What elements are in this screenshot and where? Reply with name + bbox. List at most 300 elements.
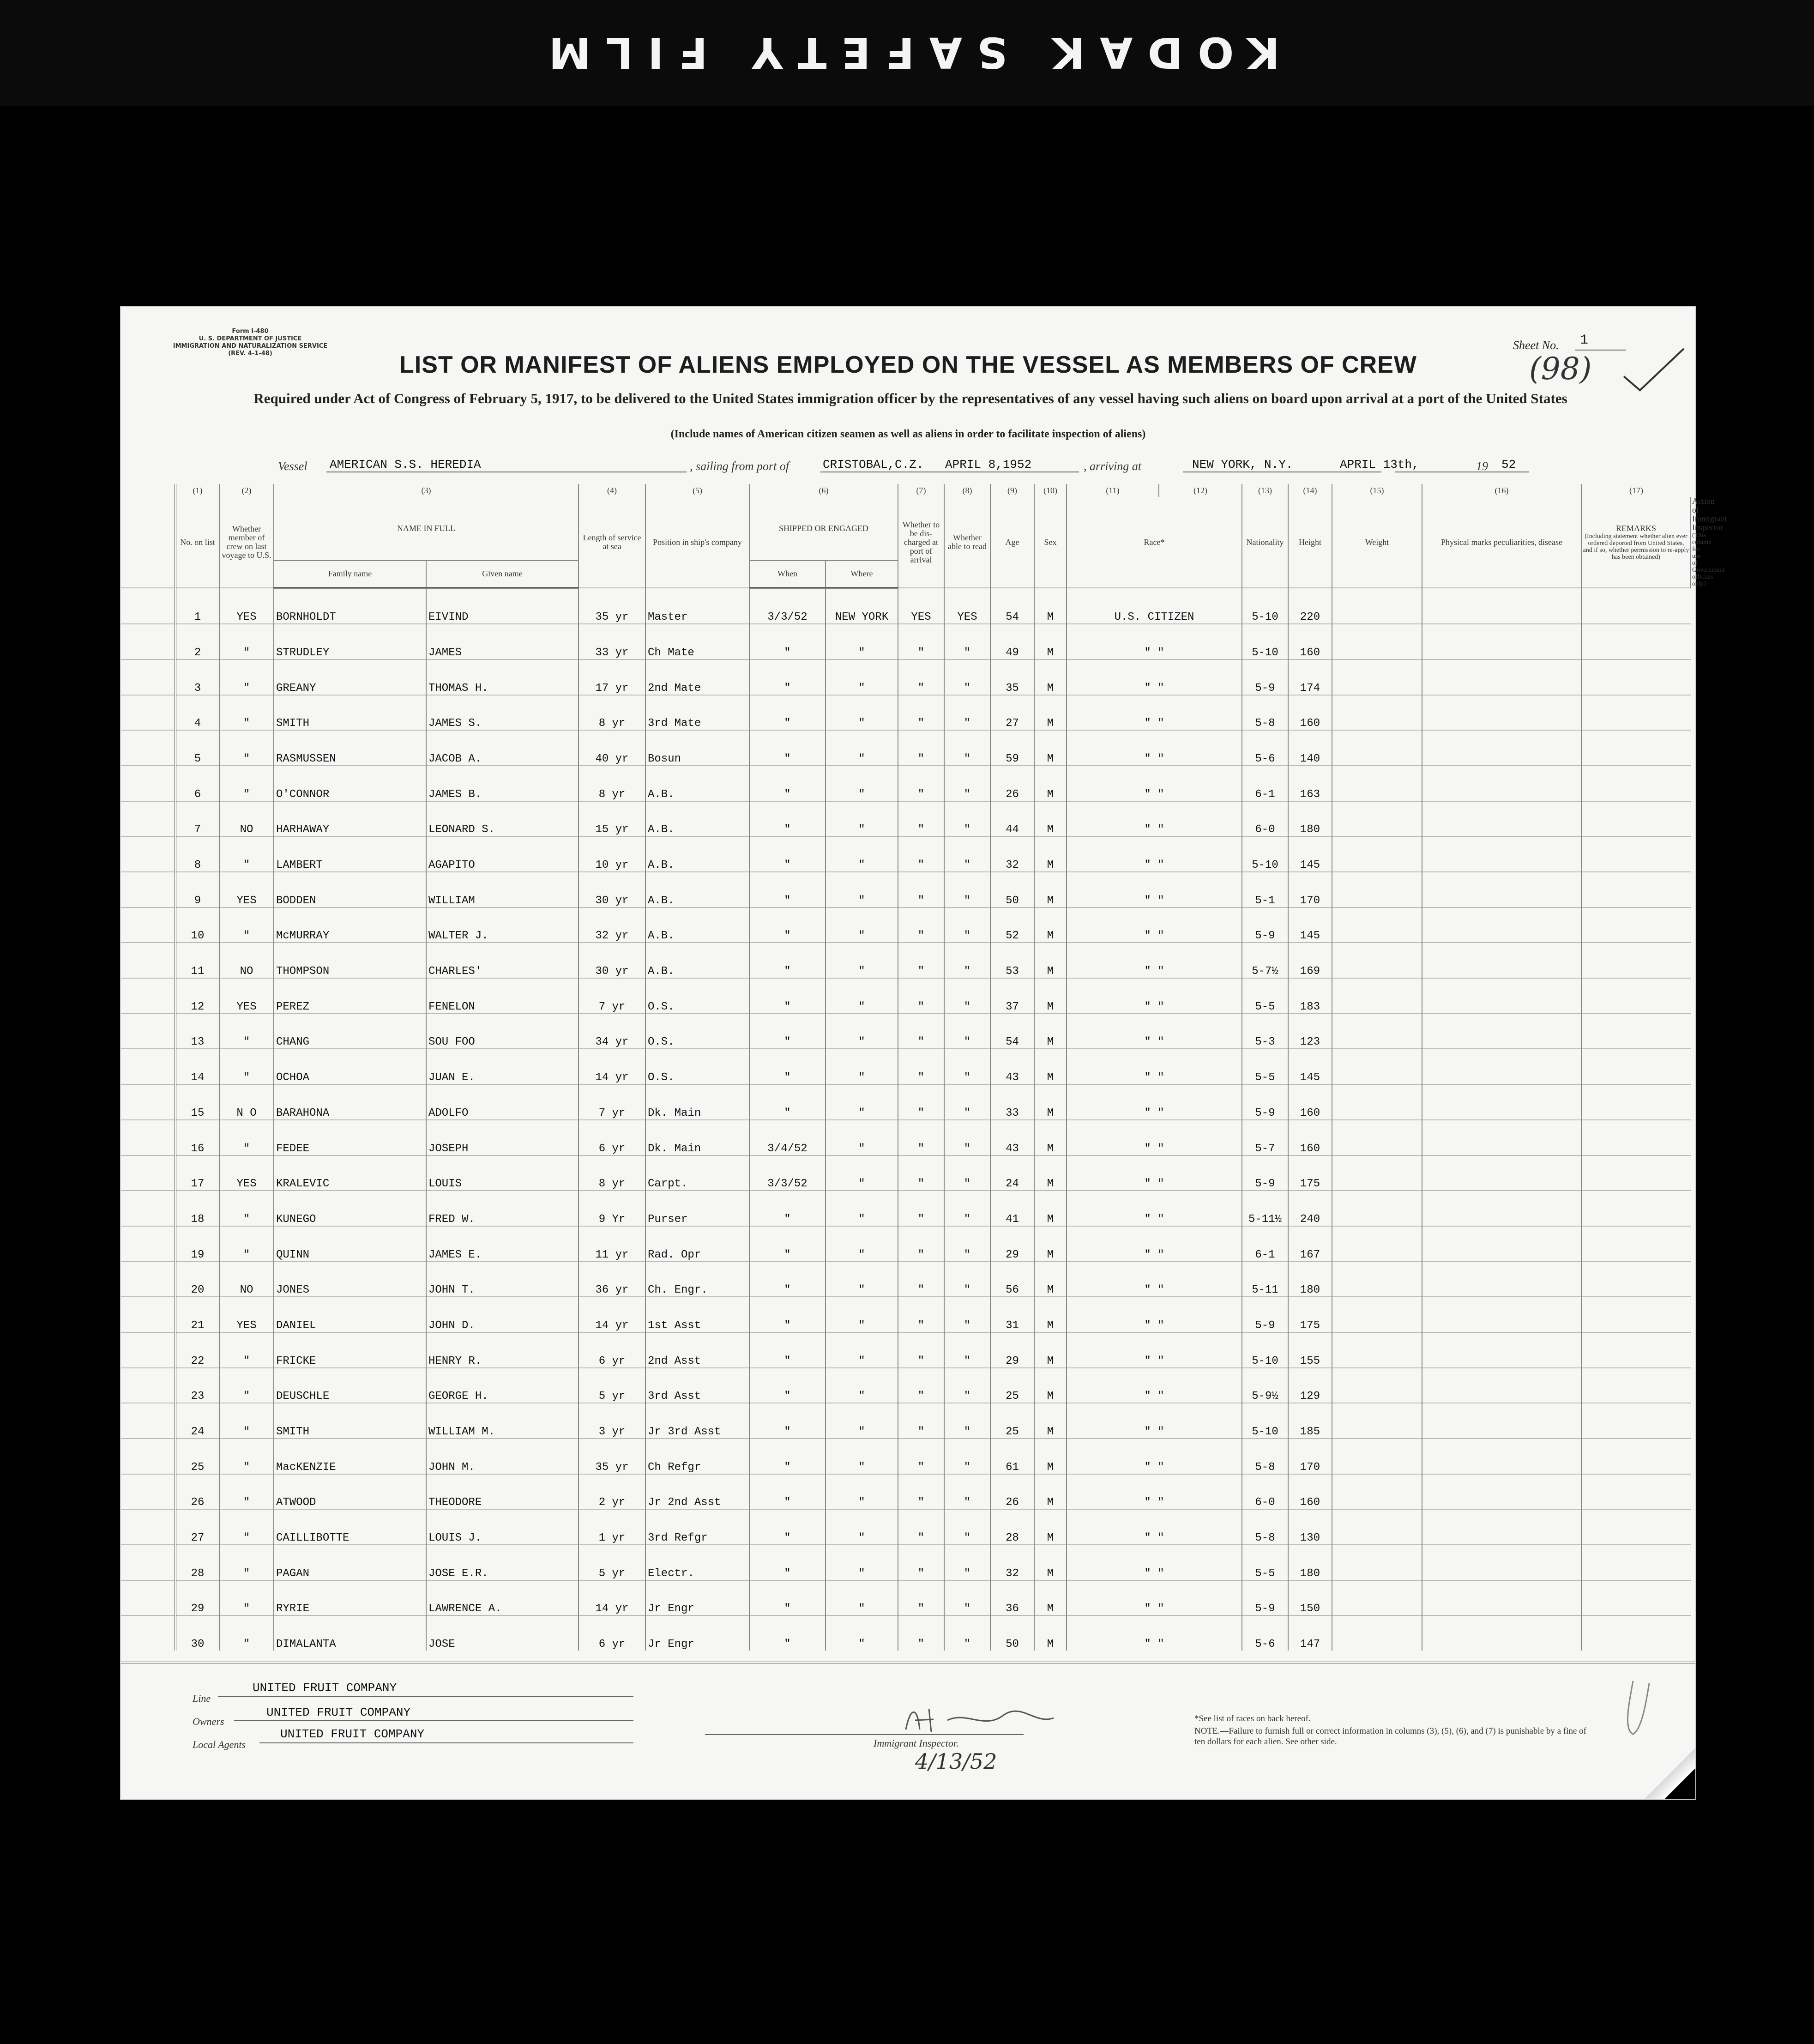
race-cell: " " — [1067, 730, 1242, 766]
service-cell: 6 yr — [579, 1120, 645, 1155]
able-to-read-cell: " — [944, 1615, 990, 1651]
shipped-when-cell: " — [749, 695, 826, 731]
physical-marks-cell — [1332, 1509, 1422, 1545]
service-cell: 9 Yr — [579, 1191, 645, 1226]
margin-cell — [121, 1439, 175, 1474]
height-cell: 5-9½ — [1242, 1368, 1288, 1403]
sex-cell: M — [1034, 1509, 1067, 1545]
height-cell: 5-8 — [1242, 1509, 1288, 1545]
given-name-cell: JUAN E. — [426, 1049, 579, 1084]
col-header-when: When — [749, 561, 826, 588]
table-row — [121, 1049, 1695, 1084]
shipped-where-cell: " — [826, 1226, 898, 1262]
form-department: U. S. DEPARTMENT OF JUSTICE — [199, 335, 302, 342]
arriving-label: , arriving at — [1084, 460, 1141, 473]
col-number-9: (9) — [990, 484, 1034, 497]
inspector-action-cell — [1581, 1191, 1691, 1226]
margin-cell — [121, 1368, 175, 1403]
age-cell: 50 — [990, 872, 1034, 907]
last-voyage-cell: " — [219, 1120, 274, 1155]
row-number: 29 — [175, 1580, 219, 1616]
age-cell: 44 — [990, 801, 1034, 837]
age-cell: 41 — [990, 1191, 1034, 1226]
given-name-cell: JOHN T. — [426, 1262, 579, 1297]
discharged-cell: " — [898, 943, 944, 978]
col-header-read: Whether able to read — [944, 497, 990, 588]
family-name-cell: McMURRAY — [274, 907, 426, 943]
discharged-cell: " — [898, 1474, 944, 1510]
height-cell: 5-10 — [1242, 588, 1288, 624]
inspector-action-cell — [1581, 766, 1691, 801]
last-voyage-cell: " — [219, 1474, 274, 1510]
table-row — [121, 836, 1695, 872]
race-cell: " " — [1067, 1155, 1242, 1191]
given-name-cell: CHARLES' — [426, 943, 579, 978]
row-number: 24 — [175, 1403, 219, 1439]
inspector-action-cell — [1581, 907, 1691, 943]
remarks-cell — [1422, 659, 1581, 695]
inspector-action-note: (This column for use of Government officials only) — [1692, 532, 1724, 587]
discharged-cell: " — [898, 730, 944, 766]
last-voyage-cell: " — [219, 695, 274, 731]
remarks-cell — [1422, 1474, 1581, 1510]
physical-marks-cell — [1332, 1368, 1422, 1403]
row-number: 26 — [175, 1474, 219, 1510]
margin-cell — [121, 1545, 175, 1580]
position-cell: 1st Asst — [645, 1297, 749, 1332]
weight-cell: 140 — [1288, 730, 1332, 766]
physical-marks-cell — [1332, 1474, 1422, 1510]
local-agents-underline — [259, 1742, 633, 1743]
table-row — [121, 907, 1695, 943]
position-cell: O.S. — [645, 1049, 749, 1084]
shipped-when-cell: " — [749, 801, 826, 837]
race-cell: " " — [1067, 1262, 1242, 1297]
last-voyage-cell: " — [219, 1191, 274, 1226]
position-cell: Carpt. — [645, 1155, 749, 1191]
given-name-cell: JAMES E. — [426, 1226, 579, 1262]
sex-cell: M — [1034, 1191, 1067, 1226]
race-cell: " " — [1067, 624, 1242, 659]
position-cell: 3rd Mate — [645, 695, 749, 731]
able-to-read-cell: " — [944, 695, 990, 731]
last-voyage-cell: " — [219, 1545, 274, 1580]
discharged-cell: " — [898, 1545, 944, 1580]
age-cell: 49 — [990, 624, 1034, 659]
inspector-action-cell — [1581, 1014, 1691, 1049]
shipped-when-cell: 3/4/52 — [749, 1120, 826, 1155]
race-cell: " " — [1067, 801, 1242, 837]
position-cell: Ch. Engr. — [645, 1262, 749, 1297]
remarks-cell — [1422, 1509, 1581, 1545]
page-corner-curl — [1645, 1748, 1695, 1799]
form-revision: (REV. 4-1-48) — [228, 350, 272, 357]
col-header-shipped: SHIPPED OR ENGAGED — [749, 497, 898, 561]
weight-cell: 170 — [1288, 872, 1332, 907]
weight-cell: 175 — [1288, 1297, 1332, 1332]
height-cell: 5-10 — [1242, 1403, 1288, 1439]
able-to-read-cell: " — [944, 624, 990, 659]
inspector-action-cell — [1581, 1545, 1691, 1580]
inspector-action-cell — [1581, 588, 1691, 624]
weight-cell: 123 — [1288, 1014, 1332, 1049]
row-number: 15 — [175, 1084, 219, 1120]
age-cell: 27 — [990, 695, 1034, 731]
position-cell: Jr Engr — [645, 1615, 749, 1651]
sex-cell: M — [1034, 1474, 1067, 1510]
position-cell: Jr 2nd Asst — [645, 1474, 749, 1510]
last-voyage-cell: " — [219, 1332, 274, 1368]
shipped-where-cell: " — [826, 1439, 898, 1474]
physical-marks-cell — [1332, 1545, 1422, 1580]
table-row — [121, 659, 1695, 695]
weight-cell: 160 — [1288, 624, 1332, 659]
margin-cell — [121, 943, 175, 978]
sex-cell: M — [1034, 1297, 1067, 1332]
sailing-port: CRISTOBAL,C.Z. — [823, 458, 924, 472]
shipped-where-cell: " — [826, 1191, 898, 1226]
family-name-cell: THOMPSON — [274, 943, 426, 978]
service-cell: 11 yr — [579, 1226, 645, 1262]
service-cell: 7 yr — [579, 978, 645, 1014]
age-cell: 43 — [990, 1120, 1034, 1155]
able-to-read-cell: " — [944, 1191, 990, 1226]
age-cell: 31 — [990, 1297, 1034, 1332]
row-number: 8 — [175, 836, 219, 872]
sex-cell: M — [1034, 1403, 1067, 1439]
row-number: 23 — [175, 1368, 219, 1403]
table-row — [121, 1226, 1695, 1262]
height-cell: 5-9 — [1242, 659, 1288, 695]
able-to-read-cell: " — [944, 1332, 990, 1368]
inspector-label: Immigrant Inspector. — [874, 1737, 959, 1749]
inspector-action-cell — [1581, 1262, 1691, 1297]
able-to-read-cell: " — [944, 766, 990, 801]
remarks-cell — [1422, 1120, 1581, 1155]
vessel-label: Vessel — [278, 460, 307, 473]
sex-cell: M — [1034, 1262, 1067, 1297]
discharged-cell: " — [898, 1014, 944, 1049]
remarks-cell — [1422, 836, 1581, 872]
form-number: Form I-480 — [232, 328, 269, 335]
shipped-where-cell: " — [826, 1262, 898, 1297]
row-number: 30 — [175, 1615, 219, 1651]
height-cell: 5-5 — [1242, 978, 1288, 1014]
family-name-cell: JONES — [274, 1262, 426, 1297]
last-voyage-cell: " — [219, 907, 274, 943]
inspector-action-cell — [1581, 1332, 1691, 1368]
position-cell: A.B. — [645, 872, 749, 907]
position-cell: Electr. — [645, 1545, 749, 1580]
shipped-when-cell: " — [749, 1226, 826, 1262]
col-header-service: Length of service at sea — [579, 497, 645, 588]
family-name-cell: DANIEL — [274, 1297, 426, 1332]
col-number-14: (14) — [1288, 484, 1332, 497]
shipped-when-cell: " — [749, 1474, 826, 1510]
table-row — [121, 624, 1695, 659]
inspector-action-cell — [1581, 978, 1691, 1014]
age-cell: 33 — [990, 1084, 1034, 1120]
table-row — [121, 1332, 1695, 1368]
remarks-cell — [1422, 1332, 1581, 1368]
shipped-where-cell: " — [826, 1615, 898, 1651]
able-to-read-cell: " — [944, 1084, 990, 1120]
shipped-when-cell: " — [749, 1368, 826, 1403]
service-cell: 32 yr — [579, 907, 645, 943]
race-cell: " " — [1067, 1403, 1242, 1439]
row-number: 4 — [175, 695, 219, 731]
able-to-read-cell: " — [944, 907, 990, 943]
inspector-underline — [705, 1734, 1024, 1735]
col-header-sex: Sex — [1034, 497, 1067, 588]
family-name-cell: GREANY — [274, 659, 426, 695]
family-name-cell: MacKENZIE — [274, 1439, 426, 1474]
shipped-where-cell: " — [826, 1084, 898, 1120]
physical-marks-cell — [1332, 1580, 1422, 1616]
footnote-races: *See list of races on back hereof. — [1194, 1714, 1311, 1723]
given-name-cell: THEODORE — [426, 1474, 579, 1510]
weight-cell: 175 — [1288, 1155, 1332, 1191]
physical-marks-cell — [1332, 943, 1422, 978]
sex-cell: M — [1034, 1155, 1067, 1191]
shipped-where-cell: " — [826, 1474, 898, 1510]
margin-cell — [121, 1120, 175, 1155]
remarks-cell — [1422, 978, 1581, 1014]
age-cell: 59 — [990, 730, 1034, 766]
margin-cell — [121, 872, 175, 907]
last-voyage-cell: NO — [219, 943, 274, 978]
given-name-cell: JOSEPH — [426, 1120, 579, 1155]
form-service: IMMIGRATION AND NATURALIZATION SERVICE — [173, 343, 328, 350]
inspector-signature — [897, 1702, 1063, 1739]
discharged-cell: " — [898, 1262, 944, 1297]
film-edge-text: KODAK SAFETY FILM — [534, 28, 1280, 77]
family-name-cell: FEDEE — [274, 1120, 426, 1155]
given-name-cell: WALTER J. — [426, 907, 579, 943]
sex-cell: M — [1034, 1120, 1067, 1155]
inspector-action-cell — [1581, 659, 1691, 695]
col-header-inspector-action — [1691, 496, 1727, 588]
age-cell: 26 — [990, 1474, 1034, 1510]
race-cell: " " — [1067, 1332, 1242, 1368]
height-cell: 5-6 — [1242, 1615, 1288, 1651]
physical-marks-cell — [1332, 872, 1422, 907]
service-cell: 3 yr — [579, 1403, 645, 1439]
margin-cell — [121, 695, 175, 731]
local-agents-value: UNITED FRUIT COMPANY — [280, 1727, 425, 1741]
shipped-when-cell: " — [749, 1332, 826, 1368]
last-voyage-cell: " — [219, 1580, 274, 1616]
weight-cell: 185 — [1288, 1403, 1332, 1439]
inspector-action-cell — [1581, 1226, 1691, 1262]
weight-cell: 160 — [1288, 1120, 1332, 1155]
sheet-number: 1 — [1580, 333, 1589, 348]
race-cell: " " — [1067, 1297, 1242, 1332]
able-to-read-cell: " — [944, 1120, 990, 1155]
race-cell: U.S. CITIZEN — [1067, 588, 1242, 624]
page-title: LIST OR MANIFEST OF ALIENS EMPLOYED ON THE VESSEL AS MEMBERS OF CREW — [399, 351, 1417, 378]
owners-label: Owners — [193, 1716, 224, 1727]
line-label: Line — [193, 1693, 211, 1704]
age-cell: 54 — [990, 1014, 1034, 1049]
given-name-cell: JOSE — [426, 1615, 579, 1651]
height-cell: 5-10 — [1242, 624, 1288, 659]
table-row — [121, 1509, 1695, 1545]
table-row — [121, 1191, 1695, 1226]
table-row — [121, 1368, 1695, 1403]
remarks-cell — [1422, 801, 1581, 837]
row-number: 9 — [175, 872, 219, 907]
family-name-cell: OCHOA — [274, 1049, 426, 1084]
row-number: 13 — [175, 1014, 219, 1049]
family-name-cell: BARAHONA — [274, 1084, 426, 1120]
weight-cell: 167 — [1288, 1226, 1332, 1262]
family-name-cell: RASMUSSEN — [274, 730, 426, 766]
age-cell: 24 — [990, 1155, 1034, 1191]
shipped-when-cell: " — [749, 1615, 826, 1651]
col-number-4: (4) — [579, 484, 645, 497]
physical-marks-cell — [1332, 659, 1422, 695]
col-header-where: Where — [826, 561, 898, 588]
able-to-read-cell: " — [944, 872, 990, 907]
weight-cell: 170 — [1288, 1439, 1332, 1474]
given-name-cell: JOSE E.R. — [426, 1545, 579, 1580]
inspector-action-cell — [1581, 624, 1691, 659]
year-prefix: 19 — [1476, 460, 1488, 473]
row-number: 25 — [175, 1439, 219, 1474]
col-header-height: Height — [1288, 497, 1332, 588]
service-cell: 35 yr — [579, 588, 645, 624]
remarks-cell — [1422, 943, 1581, 978]
col-number-10: (10) — [1034, 484, 1067, 497]
given-name-cell: GEORGE H. — [426, 1368, 579, 1403]
race-cell: " " — [1067, 1049, 1242, 1084]
physical-marks-cell — [1332, 1226, 1422, 1262]
sex-cell: M — [1034, 1084, 1067, 1120]
race-cell: " " — [1067, 1509, 1242, 1545]
margin-cell — [121, 836, 175, 872]
discharged-cell: " — [898, 872, 944, 907]
height-cell: 5-9 — [1242, 1580, 1288, 1616]
height-cell: 6-0 — [1242, 801, 1288, 837]
position-cell: Ch Refgr — [645, 1439, 749, 1474]
race-cell: " " — [1067, 836, 1242, 872]
shipped-when-cell: " — [749, 624, 826, 659]
age-cell: 32 — [990, 836, 1034, 872]
last-voyage-cell: N O — [219, 1084, 274, 1120]
height-cell: 5-5 — [1242, 1545, 1288, 1580]
family-name-cell: BODDEN — [274, 872, 426, 907]
margin-cell — [121, 1155, 175, 1191]
given-name-cell: LOUIS — [426, 1155, 579, 1191]
col-header-name: NAME IN FULL — [274, 497, 579, 561]
given-name-cell: JAMES — [426, 624, 579, 659]
table-row — [121, 588, 1695, 624]
service-cell: 6 yr — [579, 1332, 645, 1368]
last-voyage-cell: YES — [219, 1297, 274, 1332]
physical-marks-cell — [1332, 801, 1422, 837]
shipped-when-cell: " — [749, 1403, 826, 1439]
family-name-cell: KRALEVIC — [274, 1155, 426, 1191]
given-name-cell: JOHN M. — [426, 1439, 579, 1474]
shipped-where-cell: " — [826, 1580, 898, 1616]
family-name-cell: KUNEGO — [274, 1191, 426, 1226]
sex-cell: M — [1034, 1439, 1067, 1474]
family-name-cell: FRICKE — [274, 1332, 426, 1368]
service-cell: 34 yr — [579, 1014, 645, 1049]
sailing-date: APRIL 8,1952 — [945, 458, 1032, 472]
family-name-cell: PEREZ — [274, 978, 426, 1014]
col-header-last-voyage: Whether member of crew on last voyage to U.S. — [219, 497, 274, 588]
weight-cell: 130 — [1288, 1509, 1332, 1545]
sex-cell: M — [1034, 1014, 1067, 1049]
remarks-cell — [1422, 1084, 1581, 1120]
discharged-cell: " — [898, 1403, 944, 1439]
sex-cell: M — [1034, 1226, 1067, 1262]
table-row — [121, 730, 1695, 766]
shipped-where-cell: " — [826, 1120, 898, 1155]
col-number-11: (11) — [1067, 484, 1159, 497]
remarks-cell — [1422, 872, 1581, 907]
weight-cell: 240 — [1288, 1191, 1332, 1226]
race-cell: " " — [1067, 1226, 1242, 1262]
shipped-when-cell: " — [749, 1262, 826, 1297]
height-cell: 5-7½ — [1242, 943, 1288, 978]
race-cell: " " — [1067, 1474, 1242, 1510]
service-cell: 7 yr — [579, 1084, 645, 1120]
physical-marks-cell — [1332, 730, 1422, 766]
age-cell: 61 — [990, 1439, 1034, 1474]
position-cell: 3rd Asst — [645, 1368, 749, 1403]
physical-marks-cell — [1332, 1014, 1422, 1049]
margin-cell — [121, 766, 175, 801]
remarks-cell — [1422, 1155, 1581, 1191]
last-voyage-cell: " — [219, 624, 274, 659]
table-row — [121, 943, 1695, 978]
inspector-action-cell — [1581, 943, 1691, 978]
remarks-cell — [1422, 1615, 1581, 1651]
weight-cell: 150 — [1288, 1580, 1332, 1616]
family-name-cell: BORNHOLDT — [274, 588, 426, 624]
physical-marks-cell — [1332, 1403, 1422, 1439]
discharged-cell: " — [898, 1509, 944, 1545]
given-name-cell: LOUIS J. — [426, 1509, 579, 1545]
position-cell: Rad. Opr — [645, 1226, 749, 1262]
remarks-cell — [1422, 766, 1581, 801]
position-cell: 3rd Refgr — [645, 1509, 749, 1545]
last-voyage-cell: " — [219, 1368, 274, 1403]
weight-cell: 160 — [1288, 1474, 1332, 1510]
margin-cell — [121, 1509, 175, 1545]
service-cell: 15 yr — [579, 801, 645, 837]
height-cell: 5-8 — [1242, 1439, 1288, 1474]
discharged-cell: " — [898, 659, 944, 695]
physical-marks-cell — [1332, 1120, 1422, 1155]
last-voyage-cell: NO — [219, 801, 274, 837]
age-cell: 43 — [990, 1049, 1034, 1084]
row-number: 28 — [175, 1545, 219, 1580]
last-voyage-cell: " — [219, 766, 274, 801]
col-header-remarks — [1581, 497, 1691, 588]
owners-underline — [234, 1720, 633, 1721]
given-name-cell: JAMES B. — [426, 766, 579, 801]
inspection-date: 4/13/52 — [915, 1749, 997, 1774]
inspector-action-cell — [1581, 1615, 1691, 1651]
col-number-8: (8) — [944, 484, 990, 497]
service-cell: 2 yr — [579, 1474, 645, 1510]
age-cell: 35 — [990, 659, 1034, 695]
race-cell: " " — [1067, 1191, 1242, 1226]
